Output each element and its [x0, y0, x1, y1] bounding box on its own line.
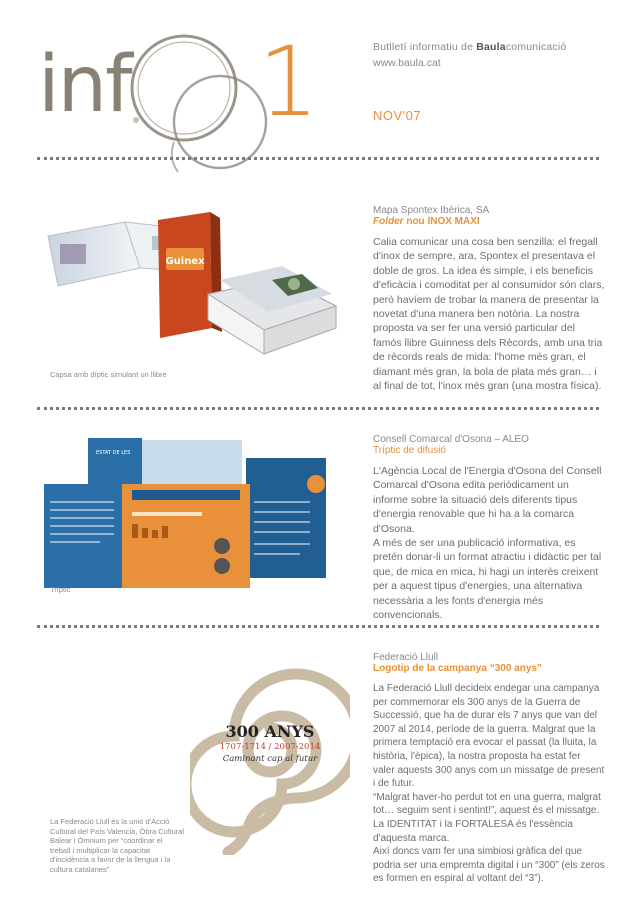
- divider: [37, 157, 599, 160]
- badge-subtitle: Caminant cap al futur: [222, 754, 318, 764]
- svg-text:ESTAT DE LES: ESTAT DE LES: [96, 450, 131, 456]
- client-name-3: Federació Llull: [373, 652, 439, 663]
- book-title-text: Guinex: [165, 256, 205, 267]
- divider: [37, 625, 599, 628]
- client-name-1: Mapa Spontex Ibèrica, SA: [373, 205, 490, 216]
- triptych-illustration: [40, 432, 345, 592]
- client-name-2: Consell Comarcal d'Osona – ALEO: [373, 434, 529, 445]
- issue-number: 1: [258, 26, 320, 138]
- book-box-illustration: [40, 208, 340, 376]
- article-body-1: Calia comunicar una cosa ben senzilla: el fregall d'inox de sempre, ara, Spontex el presentava el doble de gros. La idea és simple, i els beneficis d'eficàcia i comoditat per al consumidor són clars, però havíem de trobar la manera de presentar la novetat d'una manera ben notòria. La nostra proposta va ser fer una versió particular del famós llibre Guinness dels Rècords, amb una tria de rècords reals de mida: l'home més gran, el diamant més gran, la bola de plata més gran… i al final de tot, l'inox més gran (una mostra física).: [373, 236, 605, 393]
- caption-1: Capsa amb díptic simulant un llibre: [50, 370, 167, 379]
- divider: [37, 407, 599, 410]
- caption-3: La Federació Llull és la unió d'Acció Cultural del País Valencià, Òbra Cultural Balear i Òmnium per “coordinar el treball i multiplicar la capacitat d'incidència a favor de la llengua i la cultura catalanes”: [50, 817, 185, 874]
- article-body-3: La Federació Llull decideix endegar una campanya per commemorar els 300 anys de la Guerra de Successió, que ha de durar els 7 anys que van del 2007 al 2014, període de la guerra. Malgrat que la primera temptació era evocar el passat (la lluita, la història, l'èpica), la nostra proposta ha estat fer valer aquests 300 anys com un missatge de present i de futur. “Malgrat haver-ho perdut tot en una guerra, malgrat tot… seguim sent i sentint!”, aquest és el missatge. La IDENTITAT i la FORTALESA és l'essència d'aquesta marca. Així doncs vam fer una simbiosi gràfica del que podria ser una empremta digital i un “300” (els zeros es formen en espiral al voltant del “3”).: [373, 683, 605, 885]
- project-title-2: Tríptic de difusió: [373, 445, 446, 456]
- caption-2: Tríptic: [50, 585, 71, 594]
- badge-title: 300 ANYS: [225, 722, 315, 741]
- badge-years: 1707-1714 / 2007-2014: [219, 742, 321, 752]
- publication-line: Butlletí informatiu de Baulacomunicació: [373, 41, 567, 53]
- article-body-2: L'Agència Local de l'Energia d'Osona del Consell Comarcal d'Osona edita periòdicament un informe sobre la situació dels diferents tipus d'energia renovable que hi ha a la comarca d'Osona. A més de ser una publicació informativa, es pretén donar-li un format atractiu i didàctic per tal que, de mica en mica, hi hagi un interès creixent per a aquest tipus d'energies, una alternativa necessària a les fonts d'energia més convencionals.: [373, 465, 602, 622]
- issue-date: NOV'07: [373, 108, 422, 123]
- project-title-3: Logotip de la campanya “300 anys”: [373, 663, 542, 674]
- brand-name: Baula: [476, 41, 506, 53]
- project-title-1: Folder nou INOX MAXI: [373, 216, 480, 227]
- logo-word: inf: [38, 40, 131, 130]
- website-link[interactable]: www.baula.cat: [373, 57, 441, 69]
